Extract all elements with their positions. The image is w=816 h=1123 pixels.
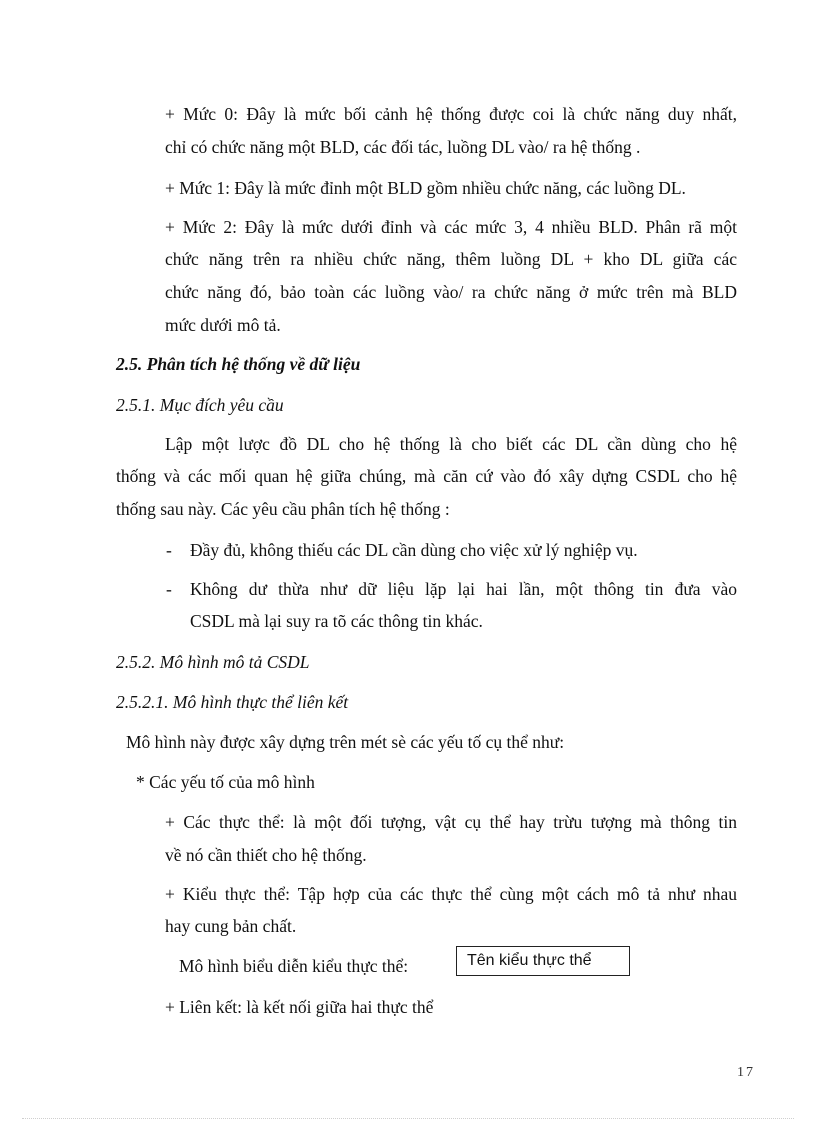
subsection-heading-2-5-2: 2.5.2. Mô hình mô tả CSDL	[116, 652, 310, 672]
model-elements-title: * Các yếu tố của mô hình	[136, 772, 315, 792]
model-intro: Mô hình này được xây dựng trên mét sè các yếu tố cụ thể như:	[126, 732, 565, 752]
level-2-paragraph-line-4: mức dưới mô tả.	[165, 315, 281, 335]
entity-type-definition-line-1: + Kiểu thực thể: Tập hợp của các thực thể cùng một cách mô tả như nhau	[165, 884, 737, 904]
entity-definition-line-1: + Các thực thể: là một đối tượng, vật cụ thể hay trừu tượng mà thông tin	[165, 812, 737, 832]
section-heading-2-5: 2.5. Phân tích hệ thống về dữ liệu	[116, 354, 361, 374]
bullet-marker: -	[166, 540, 172, 560]
entity-representation-label: Mô hình biểu diễn kiểu thực thể:	[179, 956, 409, 976]
subsection-heading-2-5-1: 2.5.1. Mục đích yêu cầu	[116, 395, 284, 415]
entity-type-definition-line-2: hay cung bản chất.	[165, 916, 297, 936]
entity-type-box: Tên kiểu thực thể	[456, 946, 630, 976]
purpose-paragraph-line-2: thống và các mối quan hệ giữa chúng, mà căn cứ vào đó xây dựng CSDL cho hệ	[116, 466, 737, 486]
purpose-paragraph-line-3: thống sau này. Các yêu cầu phân tích hệ thống :	[116, 499, 450, 519]
level-1-paragraph: + Mức 1: Đây là mức đỉnh một BLD gồm nhiều chức năng, các luồng DL.	[165, 178, 686, 198]
footer-divider	[22, 1118, 794, 1119]
subsection-heading-2-5-2-1: 2.5.2.1. Mô hình thực thể liên kết	[116, 692, 349, 712]
level-0-paragraph-line-1: + Mức 0: Đây là mức bối cảnh hệ thống được coi là chức năng duy nhất,	[165, 104, 737, 124]
bullet-item-text: Đầy đủ, không thiếu các DL cần dùng cho việc xử lý nghiệp vụ.	[190, 540, 638, 560]
page-number: 17	[737, 1065, 755, 1080]
level-0-paragraph-line-2: chỉ có chức năng một BLD, các đối tác, luồng DL vào/ ra hệ thống .	[165, 137, 641, 157]
bullet-marker: -	[166, 579, 172, 599]
entity-definition-line-2: về nó cần thiết cho hệ thống.	[165, 845, 367, 865]
level-2-paragraph-line-2: chức năng trên ra nhiều chức năng, thêm luồng DL + kho DL giữa các	[165, 249, 737, 269]
purpose-paragraph-line-1: Lập một lược đồ DL cho hệ thống là cho biết các DL cần dùng cho hệ	[165, 434, 737, 454]
bullet-item-text: CSDL mà lại suy ra tõ các thông tin khác.	[190, 611, 483, 631]
relationship-definition: + Liên kết: là kết nối giữa hai thực thể	[165, 997, 434, 1017]
bullet-item-text: Không dư thừa như dữ liệu lặp lại hai lần, một thông tin đưa vào	[190, 579, 737, 599]
level-2-paragraph-line-3: chức năng đó, bảo toàn các luồng vào/ ra chức năng ở mức trên mà BLD	[165, 282, 737, 302]
level-2-paragraph-line-1: + Mức 2: Đây là mức dưới đỉnh và các mức 3, 4 nhiều BLD. Phân rã một	[165, 217, 737, 237]
